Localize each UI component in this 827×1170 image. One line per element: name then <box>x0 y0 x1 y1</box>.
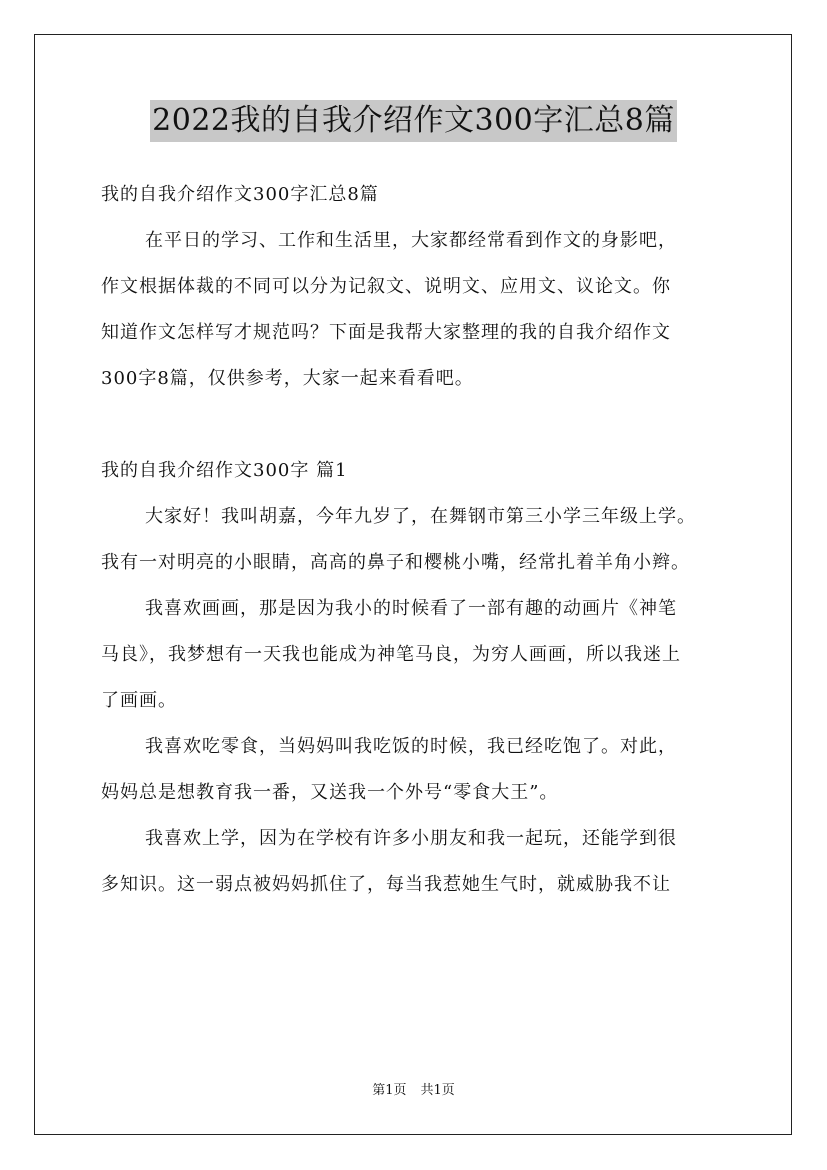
intro-paragraph <box>101 218 741 402</box>
paragraph-line: 大家好！我叫胡嘉，今年九岁了，在舞钢市第三小学三年级上学。 <box>145 506 696 527</box>
paragraph-1 <box>101 494 741 586</box>
section-heading: 我的自我介绍作文300字 篇1 <box>101 460 348 481</box>
paragraph-line: 多知识。这一弱点被妈妈抓住了，每当我惹她生气时，就威胁我不让 <box>101 874 671 895</box>
paragraph-3 <box>101 724 741 816</box>
intro-line: 作文根据体裁的不同可以分为记叙文、说明文、应用文、议论文。你 <box>101 276 671 297</box>
document-title: 2022我的自我介绍作文300字汇总8篇 <box>150 100 677 142</box>
document-body <box>101 172 741 908</box>
paragraph-line: 我喜欢吃零食，当妈妈叫我吃饭的时候，我已经吃饱了。对此， <box>145 736 677 757</box>
page-footer <box>0 1082 827 1100</box>
paragraph-line: 我喜欢上学，因为在学校有许多小朋友和我一起玩，还能学到很 <box>145 828 677 849</box>
paragraph-line: 马良》，我梦想有一天我也能成为神笔马良，为穷人画画，所以我迷上 <box>101 644 681 665</box>
spacer <box>101 402 741 448</box>
paragraph-line: 了画画。 <box>101 690 177 711</box>
title-container <box>0 100 827 142</box>
paragraph-line: 妈妈总是想教育我一番，又送我一个外号“零食大王”。 <box>101 782 559 803</box>
page-number-total: 共1页 <box>420 1083 455 1098</box>
paragraph-4 <box>101 816 741 908</box>
intro-line: 300字8篇，仅供参考，大家一起来看看吧。 <box>101 368 474 389</box>
intro-line: 在平日的学习、工作和生活里，大家都经常看到作文的身影吧， <box>145 230 677 251</box>
page-number-current: 第1页 <box>372 1083 407 1098</box>
document-subtitle: 我的自我介绍作文300字汇总8篇 <box>101 184 379 205</box>
paragraph-2 <box>101 586 741 724</box>
paragraph-line: 我喜欢画画，那是因为我小的时候看了一部有趣的动画片《神笔 <box>145 598 677 619</box>
intro-line: 知道作文怎样写才规范吗？下面是我帮大家整理的我的自我介绍作文 <box>101 322 671 343</box>
paragraph-line: 我有一对明亮的小眼睛，高高的鼻子和樱桃小嘴，经常扎着羊角小辫。 <box>101 552 690 573</box>
